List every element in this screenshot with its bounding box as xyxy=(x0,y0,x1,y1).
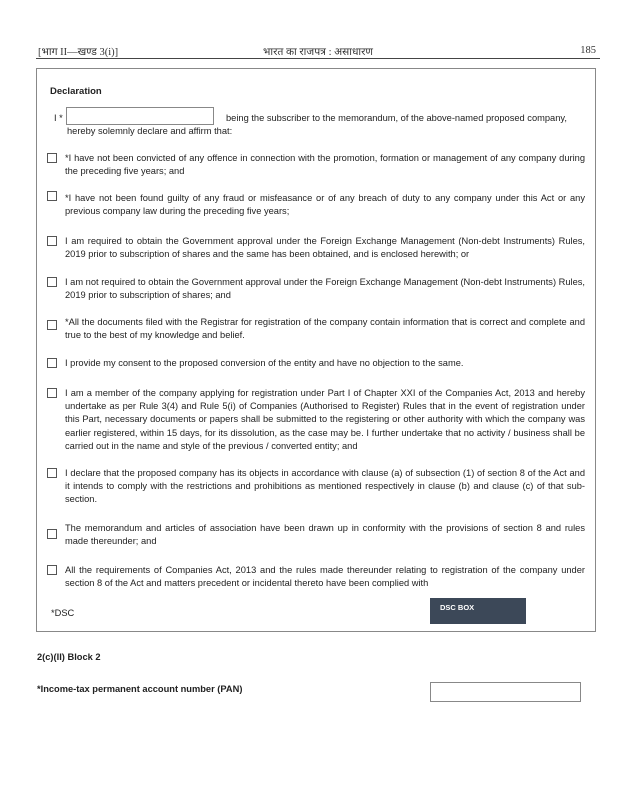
declaration-checkbox-5[interactable] xyxy=(47,320,57,330)
declaration-checkbox-8[interactable] xyxy=(47,468,57,478)
declaration-intro-line2: hereby solemnly declare and affirm that: xyxy=(67,126,233,136)
declaration-item-text: The memorandum and articles of association have been drawn up in conformity with the provisions of section 8 and rules made thereunder; and xyxy=(65,523,585,547)
declaration-item-text: I am a member of the company applying for registration under Part I of Chapter XXI of the Companies Act, 2013 and hereby undertake as per Rule 3(4) and Rule 5(i) of Companies (Authorised to Register) Rules that in the event of registration under this Part, necessary documents or papers shall be submitted to the registering or other authority with which the company was earlier registered, within 15 days, for its dissolution, as the case may be. I further undertake that no activity / business shall be carried out in the name and style of the previous / converted entity; and xyxy=(65,388,585,451)
declaration-checkbox-6[interactable] xyxy=(47,358,57,368)
dsc-label: *DSC xyxy=(51,608,75,618)
gazette-title: भारत का राजपत्र : असाधारण xyxy=(262,47,374,58)
dsc-box[interactable] xyxy=(430,598,526,624)
declaration-checkbox-9[interactable] xyxy=(47,529,57,539)
declaration-checkbox-2[interactable] xyxy=(47,191,57,201)
declaration-checkbox-10[interactable] xyxy=(47,565,57,575)
declaration-item-text: I declare that the proposed company has its objects in accordance with clause (a) of subsection (1) of section 8 of the Act and it intends to comply with the restrictions and prohibitions as mentioned respectively in clause (b) and clause (c) of that sub-section. xyxy=(65,468,585,505)
declaration-intro-line1: being the subscriber to the memorandum, of the above-named proposed company, xyxy=(226,113,567,123)
pan-input[interactable] xyxy=(430,682,581,702)
declaration-item-text: All the requirements of Companies Act, 2013 and the rules made thereunder relating to registration of the company under section 8 of the Act and matters precedent or incidental thereto have been complied with xyxy=(65,565,585,589)
dsc-box-label: DSC BOX xyxy=(440,603,475,612)
declaration-checkbox-7[interactable] xyxy=(47,388,57,398)
declaration-item-text: I am required to obtain the Government approval under the Foreign Exchange Management (Non-debt Instruments) Rules, 2019 prior to subscription of shares and the same has been obtained, and is enclosed herewith; or xyxy=(65,236,585,260)
header-rule xyxy=(36,58,600,59)
declaration-checkbox-3[interactable] xyxy=(47,236,57,246)
declaration-item-text: *I have not been convicted of any offence in connection with the promotion, formation or management of any company during the preceding five years; and xyxy=(65,153,585,177)
declaration-item-text: I provide my consent to the proposed conversion of the entity and have no objection to the same. xyxy=(65,358,464,368)
gazette-part-label: [भाग II—खण्ड 3(i)] xyxy=(38,47,119,58)
declaration-item-text: I am not required to obtain the Government approval under the Foreign Exchange Management (Non-debt Instruments) Rules, 2019 prior to subscription of shares; and xyxy=(65,277,585,301)
declaration-title: Declaration xyxy=(50,86,102,97)
declaration-checkbox-4[interactable] xyxy=(47,277,57,287)
declaration-item-text: *All the documents filed with the Registrar for registration of the company contain information that is correct and complete and true to the best of my knowledge and belief. xyxy=(65,317,585,341)
page-number: 185 xyxy=(580,45,596,56)
subscriber-label: I * xyxy=(54,113,63,123)
pan-label: *Income-tax permanent account number (PAN) xyxy=(37,684,243,694)
declaration-item-text: *I have not been found guilty of any fraud or misfeasance or of any breach of duty to any company under this Act or any previous company law during the preceding five years; xyxy=(65,193,585,217)
declaration-checkbox-1[interactable] xyxy=(47,153,57,163)
block2-title: 2(c)(II) Block 2 xyxy=(37,652,101,662)
subscriber-name-input[interactable] xyxy=(66,107,214,125)
